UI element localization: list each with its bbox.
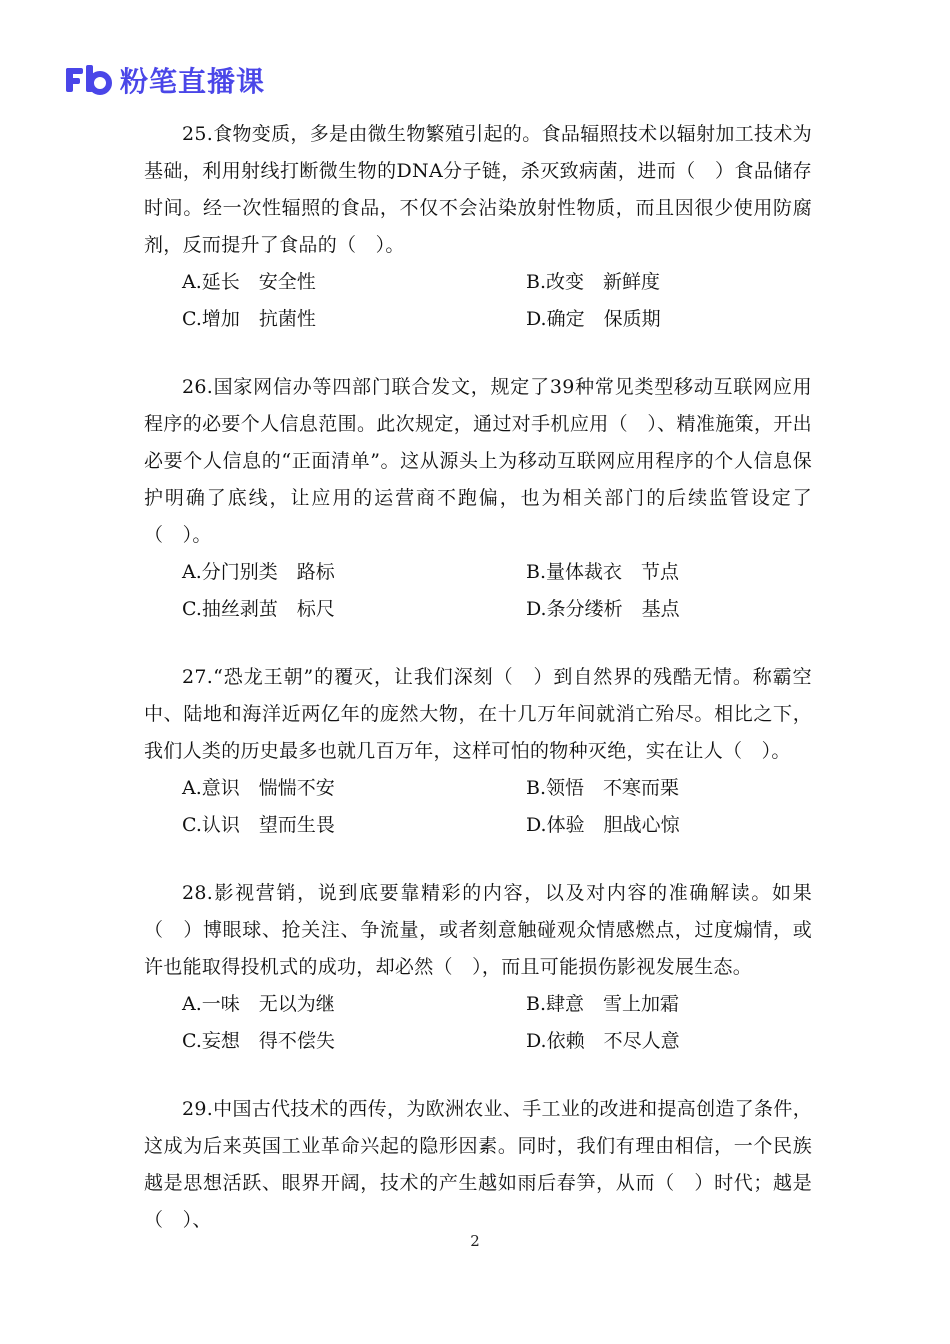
document-body — [144, 116, 812, 1270]
question-29 — [144, 1091, 812, 1239]
option-d: D.条分缕析 基点 — [526, 598, 680, 620]
option-a: A.一味 无以为继 — [182, 993, 335, 1015]
question-stem: 26.国家网信办等四部门联合发文，规定了39种常见类型移动互联网应用程序的必要个人信息范围。此次规定，通过对手机应用（ ）、精准施策，开出必要个人信息的“正面清单”。这从源头上为移动互联网应用程序的个人信息保护明确了底线，让应用的运营商不跑偏，也为相关部门的后续监管设定了（ ）。 — [144, 376, 812, 546]
question-27 — [144, 659, 812, 844]
question-stem: 25.食物变质，多是由微生物繁殖引起的。食品辐照技术以辐射加工技术为基础，利用射线打断微生物的DNA分子链，杀灭致病菌，进而（ ）食品储存时间。经一次性辐照的食品，不仅不会沾染放射性物质，而且因很少使用防腐剂，反而提升了食品的（ ）。 — [144, 123, 812, 256]
page-number: 2 — [470, 1232, 480, 1250]
option-b: B.领悟 不寒而栗 — [526, 777, 680, 799]
options-list — [182, 770, 812, 844]
option-d: D.体验 胆战心惊 — [526, 814, 680, 836]
option-a: A.意识 惴惴不安 — [182, 777, 335, 799]
option-c: C.增加 抗菌性 — [182, 308, 316, 330]
options-list — [182, 554, 812, 628]
option-a: A.分门别类 路标 — [182, 561, 335, 583]
logo-text: 粉笔直播课 — [120, 65, 266, 98]
question-stem: 28.影视营销，说到底要靠精彩的内容，以及对内容的准确解读。如果（ ）博眼球、抢关注、争流量，或者刻意触碰观众情感燃点，过度煽情，或许也能取得投机式的成功，却必然（ ），而且可能损伤影视发展生态。 — [144, 882, 812, 978]
question-26 — [144, 369, 812, 628]
fb-logo-icon — [66, 65, 112, 95]
brand-logo — [66, 60, 265, 100]
option-b: B.改变 新鲜度 — [526, 271, 661, 293]
question-stem: 27.“恐龙王朝”的覆灭，让我们深刻（ ）到自然界的残酷无情。称霸空中、陆地和海洋近两亿年的庞然大物，在十几万年间就消亡殆尽。相比之下，我们人类的历史最多也就几百万年，这样可怕的物种灭绝，实在让人（ ）。 — [144, 666, 812, 762]
option-b: B.量体裁衣 节点 — [526, 561, 680, 583]
option-a: A.延长 安全性 — [182, 271, 316, 293]
option-c: C.抽丝剥茧 标尺 — [182, 598, 335, 620]
question-25 — [144, 116, 812, 338]
options-list — [182, 986, 812, 1060]
option-b: B.肆意 雪上加霜 — [526, 993, 680, 1015]
option-d: D.确定 保质期 — [526, 308, 661, 330]
option-d: D.依赖 不尽人意 — [526, 1030, 680, 1052]
option-c: C.认识 望而生畏 — [182, 814, 335, 836]
question-28 — [144, 875, 812, 1060]
option-c: C.妄想 得不偿失 — [182, 1030, 335, 1052]
options-list — [182, 264, 812, 338]
question-stem: 29.中国古代技术的西传，为欧洲农业、手工业的改进和提高创造了条件，这成为后来英国工业革命兴起的隐形因素。同时，我们有理由相信，一个民族越是思想活跃、眼界开阔，技术的产生越如雨后春笋，从而（ ）时代；越是（ ）、 — [144, 1098, 812, 1231]
